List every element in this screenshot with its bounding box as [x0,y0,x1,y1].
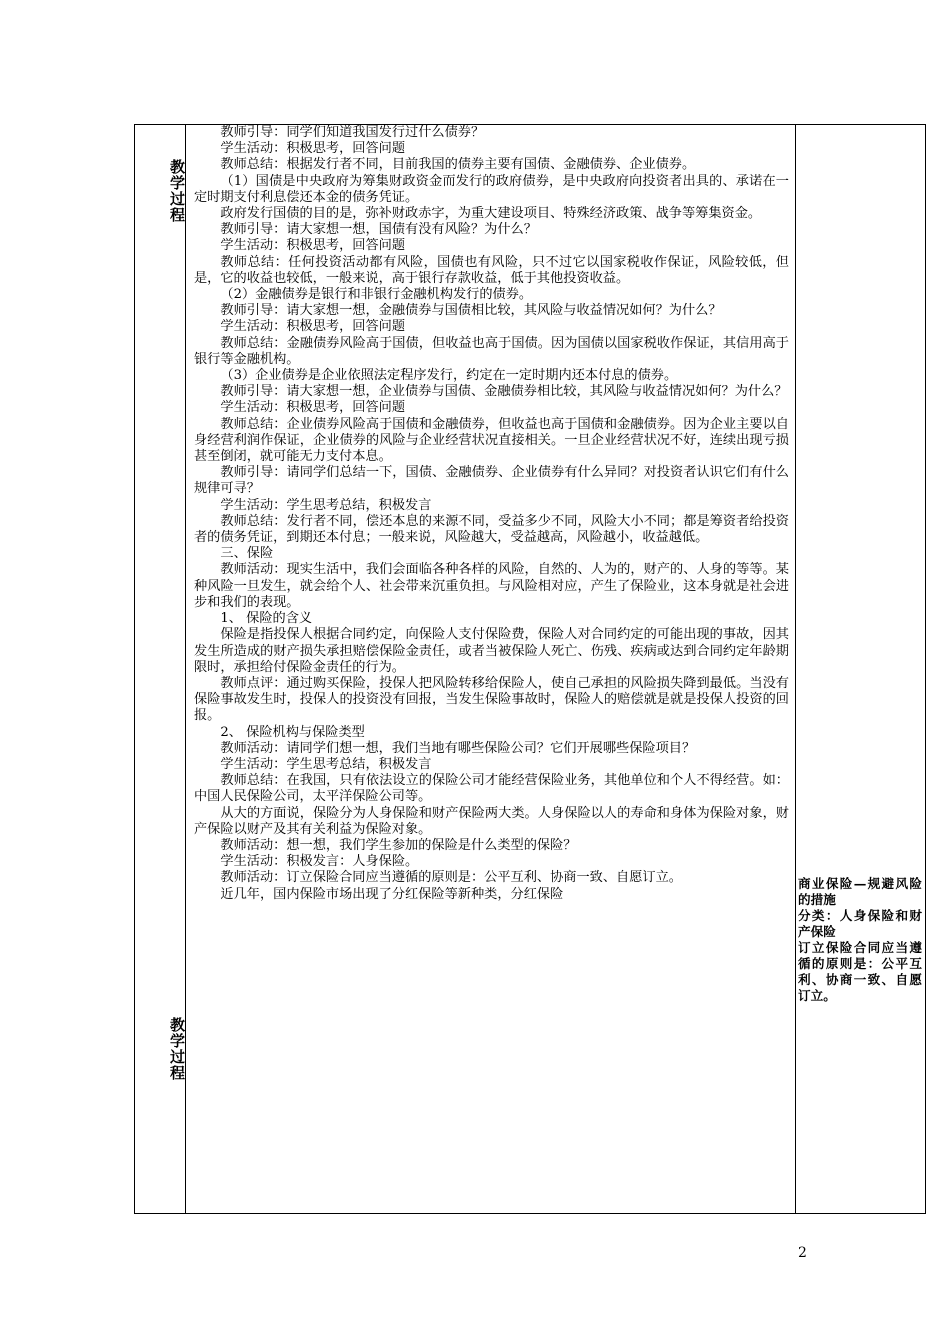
content-paragraph: 教师活动：想一想，我们学生参加的保险是什么类型的保险？ [220,837,577,853]
content-paragraph: 2、 保险机构与保险类型 [220,724,365,740]
content-paragraph: 政府发行国债的目的是，弥补财政赤字，为重大建设项目、特殊经济政策、战争等筹集资金。 [220,206,762,222]
content-paragraph: 教师引导：请大家想一想，金融债券与国债相比较，其风险与收益情况如何？为什么？ [220,303,722,319]
content-paragraph: 保险是指投保人根据合同约定，向保险人支付保险费，保险人对合同约定的可能出现的事故，因其发生所造成的财产损失承担赔偿保险金责任，或者当被保险人死亡、伤残、疾病或达到合同约定年龄期限时，承担给付保险金责任的行为。 [194,627,789,675]
content-paragraph: 教师引导：请大家想一想，企业债券与国债、金融债券相比较，其风险与收益情况如何？为什么？ [220,384,788,400]
content-paragraph: （1）国债是中央政府为筹集财政资金而发行的政府债券，是中央政府向投资者出具的、承诺在一定时期支付利息偿还本金的债务凭证。 [194,173,789,205]
content-paragraph: 教师活动：请同学们想一想，我们当地有哪些保险公司？它们开展哪些保险项目？ [220,740,696,756]
board-note-line: 分类：人身保险和财产保险 [798,908,922,939]
content-paragraph: 学生活动：积极思考，回答问题 [220,319,406,335]
content-paragraph: 教师总结：任何投资活动都有风险，国债也有风险，只不过它以国家税收作保证，风险较低，但是，它的收益也较低，一般来说，高于银行存款收益，低于其他投资收益。 [194,254,789,286]
content-paragraph: 教师活动：现实生活中，我们会面临各种各样的风险，自然的、人为的，财产的、人身的等等。某种风险一旦发生，就会给个人、社会带来沉重负担。与风险相对应，产生了保险业，这本身就是社会进步和我们的表现。 [194,562,789,610]
content-paragraph: 学生活动：积极思考，回答问题 [220,238,406,254]
content-paragraph: 三、保险 [220,546,274,562]
section-label-top: 教学过程 [168,159,186,223]
board-notes [798,876,922,1004]
content-paragraph: 1、 保险的含义 [220,611,313,627]
content-paragraph: 教师总结：金融债券风险高于国债，但收益也高于国债。因为国债以国家税收作保证，其信用高于银行等金融机构。 [194,335,789,367]
content-paragraph: 近几年，国内保险市场出现了分红保险等新种类，分红保险 [220,886,564,902]
content-paragraph: 教师引导：同学们知道我国发行过什么债券？ [220,125,485,140]
content-paragraph: 从大的方面说，保险分为人身保险和财产保险两大类。人身保险以人的寿命和身体为保险对象，财产保险以财产及其有关利益为保险对象。 [194,805,789,837]
board-note-line: 订立保险合同应当遵循的原则是：公平互利、协商一致、自愿订立。 [798,940,922,1003]
content-paragraph: 学生活动：积极发言：人身保险。 [220,854,419,870]
content-paragraph: 教师引导：请同学们总结一下，国债、金融债券、企业债券有什么异同？对投资者认识它们有什么规律可寻？ [194,465,789,497]
content-paragraph: 教师引导：请大家想一想，国债有没有风险？为什么？ [220,222,537,238]
page-number: 2 [798,1245,807,1261]
section-label-column [135,125,186,1213]
teaching-content-column [186,125,796,1213]
content-paragraph: 教师总结：发行者不同，偿还本息的来源不同，受益多少不同，风险大小不同；都是筹资者给投资者的债务凭证，到期还本付息；一般来说，风险越大，受益越高，风险越小，收益越低。 [194,513,789,546]
content-paragraph: 学生活动：学生思考总结，积极发言 [220,756,432,772]
content-paragraph: 学生活动：学生思考总结，积极发言 [220,497,432,513]
notes-column [796,125,926,1213]
content-paragraph: 教师活动：订立保险合同应当遵循的原则是：公平互利、协商一致、自愿订立。 [220,870,682,886]
lesson-plan-table [134,124,926,1214]
content-paragraph: （3）企业债券是企业依照法定程序发行，约定在一定时期内还本付息的债券。 [220,368,678,384]
board-note-line: 商业保险—规避风险的措施 [798,876,922,907]
content-paragraph: （2）金融债券是银行和非银行金融机构发行的债券。 [220,287,533,303]
teaching-content-text [186,125,795,903]
content-paragraph: 教师总结：根据发行者不同，目前我国的债券主要有国债、金融债券、企业债券。 [220,157,696,173]
content-paragraph: 学生活动：积极思考，回答问题 [220,400,406,416]
content-paragraph: 教师总结：在我国，只有依法设立的保险公司才能经营保险业务，其他单位和个人不得经营。如：中国人民保险公司，太平洋保险公司等。 [194,773,789,805]
content-paragraph: 教师点评：通过购买保险，投保人把风险转移给保险人，使自己承担的风险损失降到最低。当没有保险事故发生时，投保人的投资没有回报，当发生保险事故时，保险人的赔偿就是就是投保人投资的回报。 [194,675,789,724]
section-label-bottom: 教学过程 [168,1017,186,1081]
content-paragraph: 教师总结：企业债券风险高于国债和金融债券，但收益也高于国债和金融债券。因为企业主要以自身经营利润作保证，企业债券的风险与企业经营状况直接相关。一旦企业经营状况不好，连续出现亏损甚至倒闭，就可能无力支付本息。 [194,416,789,465]
content-paragraph: 学生活动：积极思考，回答问题 [220,141,406,157]
